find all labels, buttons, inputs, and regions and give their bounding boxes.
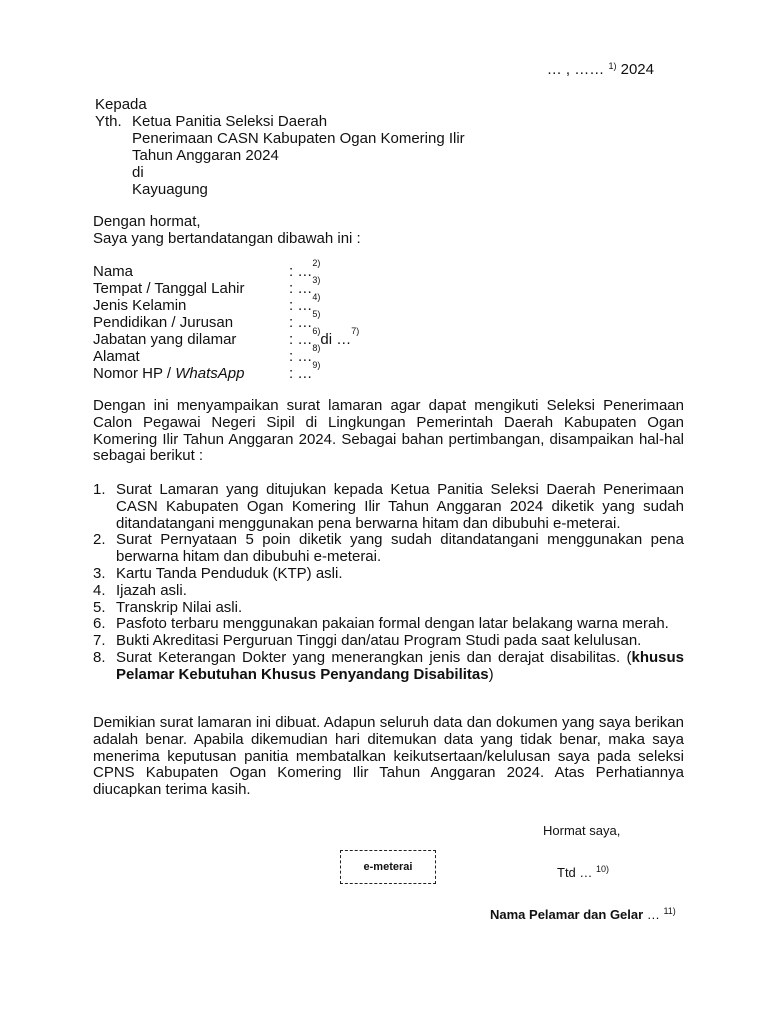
recipient-city: Kayuagung [132,181,208,198]
footnote-ref: 4) [312,292,321,302]
footnote-ref: 11) [663,906,676,916]
salutation: Dengan hormat, [93,213,201,230]
applicant-name-label: Nama Pelamar dan Gelar [490,907,644,922]
field-label: Jabatan yang dilamar [93,331,237,348]
field-label: Pendidikan / Jurusan [93,314,234,331]
recipient-line: di [132,164,144,181]
list-number: 1. [93,481,106,498]
list-item [93,600,684,617]
recipient-title: Ketua Panitia Seleksi Daerah [132,113,328,130]
list-item [93,633,684,650]
date-line [547,61,654,78]
date-year: 2024 [616,61,654,78]
field-value: : … [289,263,313,280]
field-value-extra: di … [320,331,352,348]
list-item [93,650,684,684]
list-item [93,583,684,600]
field-value: : … [289,348,313,365]
field-label: Nama [93,263,134,280]
signature-placeholder: Ttd … [557,865,597,880]
field-row [93,360,359,382]
list-number: 4. [93,581,106,599]
list-number: 5. [93,598,106,616]
requirements-list [93,482,684,684]
footnote-ref: 8) [312,343,321,353]
field-value: : … [289,280,313,297]
footnote-ref: 5) [312,309,321,319]
field-value: : … [289,297,313,314]
list-item [93,532,684,566]
list-item [93,566,684,583]
list-item [93,616,684,633]
footnote-ref: 6) [312,326,321,336]
field-label-italic: WhatsApp [175,365,245,382]
closing-greeting: Hormat saya, [543,823,621,838]
list-text-main: Surat Keterangan Dokter yang menerangkan jenis dan derajat disabilitas. ( [116,648,632,666]
footnote-ref: 2) [312,258,321,268]
list-item [93,482,684,532]
footnote-ref: 7) [351,326,360,336]
signature-line [557,865,609,880]
footnote-ref: 9) [312,360,321,370]
body-paragraph-2: Demikian surat lamaran ini dibuat. Adapun seluruh data dan dokumen yang saya berikan adalah benar. Apabila dikemudian hari ditemukan data yang tidak benar, maka saya menerima keputusan panitia membatalkan keikutsertaan/kelulusan saya pada seleksi CPNS Kabupaten Ogan Komering Ilir Tahun Anggaran 2024. Atas Perhatiannya diucapkan terima kasih. [93,714,684,799]
body-paragraph-1: Dengan ini menyampaikan surat lamaran agar dapat mengikuti Seleksi Penerimaan Calon Pegawai Negeri Sipil di Lingkungan Pemerintah Daerah Kabupaten Ogan Komering Ilir Tahun Anggaran 2024. Sebagai bahan pertimbangan, disampaikan hal-hal sebagai berikut : [93,397,684,465]
footnote-ref: 10) [596,864,610,874]
e-meterai-label: e-meterai [363,861,413,873]
yth-label: Yth. [95,113,122,130]
field-value: : … [289,365,313,382]
field-label-prefix: Nomor HP / [93,365,176,382]
applicant-fields [93,258,360,382]
recipient-address [95,96,465,198]
list-number: 6. [93,615,106,633]
list-text-bold: khusus Pelamar Kebutuhan Khusus Penyandang Disabilitas [116,648,684,683]
list-number: 8. [93,648,106,666]
list-text: Pasfoto terbaru menggunakan pakaian formal dengan latar belakang warna merah. [116,615,669,633]
field-label: Tempat / Tanggal Lahir [93,280,245,297]
list-number: 7. [93,632,106,650]
greeting [93,213,361,247]
list-text: Transkrip Nilai asli. [116,598,243,616]
field-label: Alamat [93,348,140,365]
list-text: Kartu Tanda Penduduk (KTP) asli. [116,564,343,582]
list-number: 2. [93,531,106,549]
list-text: Ijazah asli. [116,581,187,599]
footnote-ref: 3) [312,275,321,285]
list-text [116,650,684,684]
recipient-line: Tahun Anggaran 2024 [132,147,279,164]
e-meterai-box [340,850,436,884]
recipient-line: Penerimaan CASN Kabupaten Ogan Komering Ilir [132,130,465,147]
field-label: Jenis Kelamin [93,297,187,314]
list-text: Surat Pernyataan 5 poin diketik yang sudah ditandatangani menggunakan pena berwarna hitam dan dibubuhi e-meterai. [116,531,684,566]
list-text: Bukti Akreditasi Perguruan Tinggi dan/atau Program Studi pada saat kelulusan. [116,632,642,650]
field-value: : … [289,331,313,348]
date-placeholder: … , …… [546,61,609,78]
footnote-ref: 1) [608,61,617,71]
applicant-name-line [490,907,676,922]
kepada-label: Kepada [95,96,147,113]
applicant-name-placeholder: … [643,907,664,922]
field-label [93,365,289,382]
field-value: : … [289,314,313,331]
list-number: 3. [93,564,106,582]
list-text: Surat Lamaran yang ditujukan kepada Ketua Panitia Seleksi Daerah Penerimaan CASN Kabupaten Ogan Komering Ilir Tahun Anggaran 2024 diketik yang sudah ditandatangani menggunakan pena berwarna hitam dan dibubuhi e-meterai. [116,481,684,532]
intro-line: Saya yang bertandatangan dibawah ini : [93,230,361,247]
list-text-tail: ) [488,665,494,683]
